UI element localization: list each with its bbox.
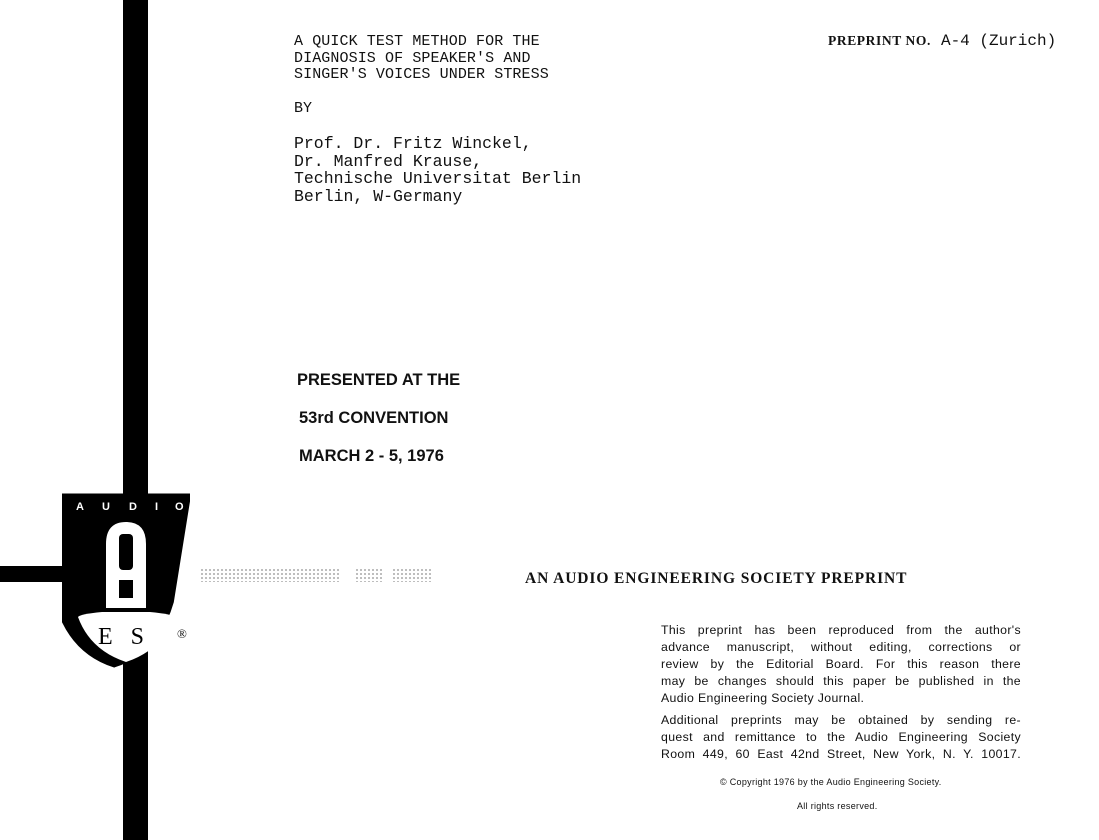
dotted-band-2	[355, 568, 383, 582]
vertical-rule	[123, 0, 148, 840]
date-line: MARCH 2 - 5, 1976	[299, 447, 444, 465]
rights-line: All rights reserved.	[797, 801, 878, 811]
notice-line: advance manuscript, without editing, corrections or	[661, 640, 1021, 654]
dotted-band-3	[392, 568, 432, 582]
logo-letter: A	[76, 501, 84, 513]
logo-letter: D	[129, 501, 137, 513]
notice-line: This preprint has been reproduced from the author's	[661, 623, 1021, 637]
logo-letter: O	[175, 501, 184, 513]
preprint-number: A-4 (Zurich)	[940, 32, 1057, 50]
society-preprint-heading: AN AUDIO ENGINEERING SOCIETY PREPRINT	[525, 570, 908, 587]
title-line: A QUICK TEST METHOD FOR THE	[294, 33, 540, 50]
preprint-label: PREPRINT NO.	[828, 33, 931, 48]
title-line: DIAGNOSIS OF SPEAKER'S AND	[294, 49, 531, 67]
convention-line: 53rd CONVENTION	[299, 409, 449, 427]
author-line: Dr. Manfred Krause,	[294, 151, 483, 171]
registered-mark: ®	[177, 626, 187, 641]
aes-logo	[62, 492, 190, 672]
dotted-band-1	[200, 568, 340, 582]
logo-es: E S	[98, 624, 151, 650]
notice-line: may be changes should this paper be published in the	[661, 674, 1021, 688]
notice-paragraph	[661, 622, 1021, 707]
author-block	[294, 135, 581, 205]
ordering-line: Room 449, 60 East 42nd Street, New York, N. Y. 10017.	[661, 747, 1021, 761]
notice-line: review by the Editorial Board. For this reason there	[661, 657, 1021, 671]
ordering-line: Additional preprints may be obtained by sending re-	[661, 713, 1021, 727]
ordering-line: quest and remittance to the Audio Engineering Society	[661, 730, 1021, 744]
by-label: BY	[294, 100, 313, 117]
notice-line: Audio Engineering Society Journal.	[661, 691, 865, 705]
ordering-paragraph	[661, 712, 1021, 763]
logo-letter: U	[102, 501, 110, 513]
author-line: Prof. Dr. Fritz Winckel,	[294, 134, 532, 153]
copyright-line: © Copyright 1976 by the Audio Engineering Society.	[720, 777, 942, 787]
author-line: Technische Universitat Berlin	[294, 169, 582, 188]
preprint-number-block	[828, 32, 1056, 50]
paper-title	[294, 34, 549, 84]
presented-line: PRESENTED AT THE	[297, 371, 461, 389]
author-line: Berlin, W-Germany	[294, 186, 463, 206]
logo-letter: I	[155, 501, 159, 513]
title-line: SINGER'S VOICES UNDER STRESS	[294, 66, 549, 83]
